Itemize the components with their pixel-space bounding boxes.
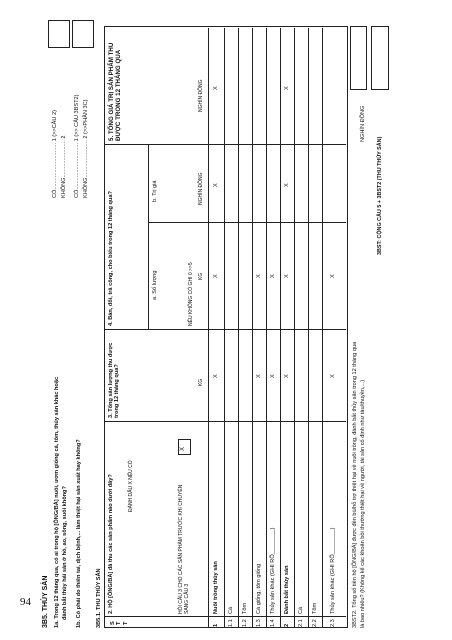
row-1-c4a: X — [213, 274, 219, 278]
section-title: 3B5. THỦY SẢN — [42, 575, 49, 628]
row-1-4-c3: X — [270, 374, 276, 378]
row-2-1-label: Cá — [298, 606, 304, 614]
q1a-option-yes: CÓ.............................. 1 (>>CÂU 2) — [52, 110, 58, 198]
footer-total-box[interactable] — [371, 26, 389, 90]
footer-total-label: 3BST: CỘNG CÂU 5 + 3BST2 (THU THỦY SẢN) — [377, 136, 383, 255]
col3-unit: KG — [198, 378, 204, 386]
row-1-3-c3: X — [256, 374, 262, 378]
subsection-title: 3B5.1. THU THỦY SẢN — [96, 568, 102, 628]
q1b-text: 1b. Có phải do thiên tai, dịch bệnh,... làm thiệt hại sản xuất hay không? — [76, 439, 82, 628]
row-2-1-stt: 2.1 — [298, 619, 304, 627]
row-1-3-stt: 1.3 — [256, 619, 262, 627]
q1a-line1: 1a. Trong 12 tháng qua, có ai trong hộ [ÔNG/BÀ] nuôi, ươm giống cá, tôm, thủy sản khác hoặc — [54, 376, 60, 628]
row-2-3-c3: X — [330, 374, 336, 378]
row-2-c4b: X — [284, 183, 290, 187]
row-1-c4b: X — [213, 183, 219, 187]
row-2-stt: 2 — [284, 623, 290, 627]
row-1-stt: 1 — [213, 623, 219, 627]
page-number: 94 — [20, 596, 31, 608]
row-2-c5: X — [284, 86, 290, 90]
row-1-4-label: Thủy sản khác (GHI RÕ________) — [270, 527, 276, 614]
col4-header: 4. Bán, đổi, trả công, cho biếu trong 12 tháng qua? — [108, 191, 114, 326]
questionnaire-page — [38, 0, 398, 630]
row-1-1-label: Cá — [228, 606, 234, 614]
row-2-3-stt: 2.3 — [330, 619, 336, 627]
row-1-4-stt: 1.4 — [270, 619, 276, 627]
row-2-3-label: Thủy sản khác (GHI RÕ________) — [330, 527, 336, 614]
q1b-answer-box[interactable] — [72, 20, 94, 48]
q1a-option-no: KHÔNG........................ 2 — [61, 135, 67, 198]
col5-unit: NGHÌN ĐỒNG — [198, 79, 204, 112]
q1a-line2: đánh bắt thủy hải sản ở hồ, ao, sông, suối không? — [62, 486, 68, 620]
st2-unit: NGHÌN ĐỒNG — [360, 105, 366, 142]
q1b-option-no: KHÔNG........................ 2 (>>PHẦN 3C) — [83, 99, 89, 198]
col2-mark-instruction: ĐÁNH DẤU X NẾU CÓ — [128, 460, 134, 512]
stt-header: S T T — [110, 621, 129, 625]
row-1-1-stt: 1.1 — [228, 619, 234, 627]
q1a-answer-box[interactable] — [48, 20, 70, 48]
row-1-4-c4a: X — [270, 274, 276, 278]
row-2-2-label: Tôm — [312, 602, 318, 614]
row-1-label: Nuôi trồng thủy sản — [213, 561, 219, 614]
col2-note: HỎI CÂU 3 CHO CÁC SẢN PHẨM TRƯỚC KHI CHUYỂN SANG CÂU 3 — [178, 484, 190, 614]
row-1-3-label: Cá giống, tôm giống — [256, 563, 262, 614]
col4b-unit: NGHÌN ĐỒNG — [198, 172, 204, 205]
row-2-c3: X — [284, 374, 290, 378]
col2-example-x: X — [180, 446, 186, 451]
col4a-note: NẾU KHÔNG CÓ GHI 0 >>5 — [188, 262, 194, 326]
col4a-unit: KG — [198, 272, 204, 280]
row-1-2-label: Tôm — [242, 602, 248, 614]
harvest-table — [104, 26, 348, 628]
row-2-c4a: X — [284, 274, 290, 278]
col2-header: 2. HỘ [ÔNG/BÀ] đã thu các sản phẩm nào dưới đây? — [108, 474, 114, 614]
st2-answer-box[interactable] — [350, 26, 367, 90]
row-2-3-c4a: X — [330, 274, 336, 278]
row-1-c3: X — [213, 374, 219, 378]
st2-line1: 3BST2. Tổng số tiền hộ [ÔNG/BÀ] được đền bù/hỗ trợ thiệt hại về nuôi trồng, đánh bắt thủy sản trong 12 tháng qua — [352, 341, 358, 628]
col4a-header: a. Số lượng — [152, 270, 158, 300]
col4b-header: b. Trị giá — [152, 180, 158, 202]
row-1-3-c4a: X — [256, 274, 262, 278]
st2-line2: là bao nhiêu? (Không kể các khoản bồi thường thiệt hại về người, tài sản cố định như tàu/thuyền,...) — [360, 379, 366, 628]
col5-header: 5. TỔNG GIÁ TRỊ SẢN PHẨM THU ĐƯỢC TRONG 12 THÁNG QUA — [108, 42, 122, 141]
q1b-option-yes: CÓ.............................. 1 (>> CÂU 3BST2) — [74, 94, 80, 198]
row-1-2-stt: 1.2 — [242, 619, 248, 627]
row-2-2-stt: 2.2 — [312, 619, 318, 627]
row-2-label: Đánh bắt thủy sản — [284, 565, 290, 614]
col3-header: 3. Tổng sản lượng thu được trong 12 tháng qua? — [108, 342, 121, 418]
row-1-c5: X — [213, 86, 219, 90]
